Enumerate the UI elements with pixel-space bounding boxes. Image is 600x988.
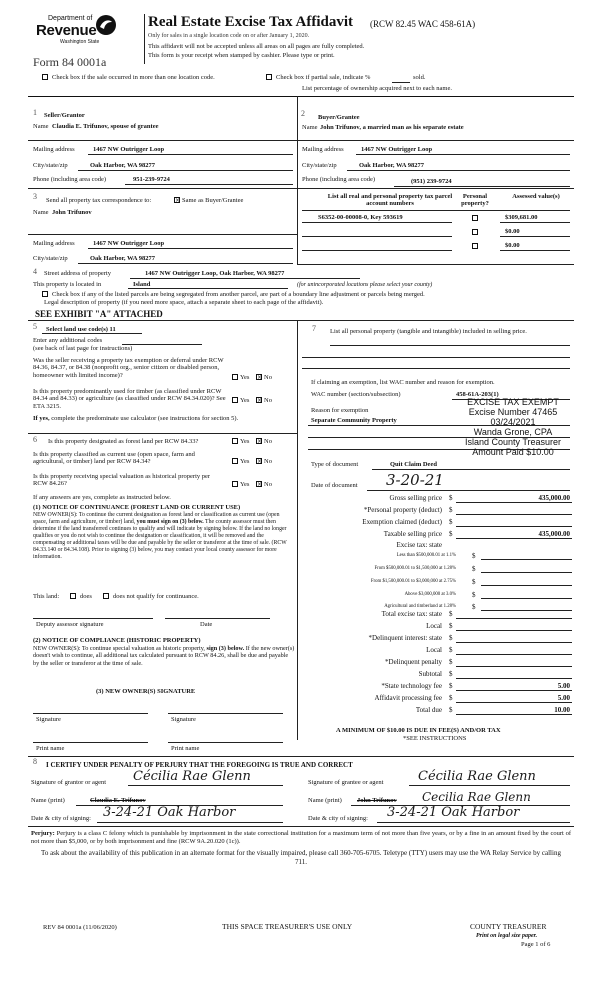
calc-row-value[interactable]: 435,000.00 [538,530,570,538]
rule [28,188,574,189]
tax-tier-field[interactable] [481,598,572,599]
calc-row-line [456,678,572,679]
minimum-due-note: A MINIMUM OF $10.00 IS DUE IN FEE(S) AND/OR TAX [336,727,501,734]
rule [297,264,574,265]
stamp-line: Excise Number 47465 [468,407,558,417]
personal-property-checkbox[interactable] [472,229,478,235]
dollar-sign: $ [449,634,453,642]
corr-mailing[interactable]: 1467 NW Outrigger Loop [93,240,165,247]
seller-phone[interactable]: 951-239-9724 [133,176,170,183]
compliance-title: (2) NOTICE OF COMPLIANCE (HISTORIC PROPERTY) [33,637,201,644]
rule [297,140,574,141]
stamp-line: 03/24/2021 [490,417,536,427]
dollar-sign: $ [472,591,476,599]
compliance-body [33,645,295,667]
calc-row-value[interactable]: 5.00 [557,682,570,690]
current-use-no-checkbox[interactable]: × [257,458,263,465]
header-note-3: This form is your receipt when stamped by cashier. Please type or print. [148,52,335,59]
calc-row-line [456,702,572,703]
print-name-label: Print name [171,745,200,752]
header-rule [28,96,574,97]
deputy-label: Deputy assessor signature [36,621,104,628]
timber-question: Is this property predominantly used for timber (as classified under RCW 84.34 and 84.33) or agriculture (as classified under RCW 84.34.020)? See ETA 3215. [33,388,226,410]
seller-name[interactable]: Claudia E. Trifunov, spouse of grantee [52,123,159,130]
legal-paper-note: Print on legal size paper. [476,933,538,939]
predominate-use-note [33,415,293,422]
seller-city[interactable]: Oak Harbor, WA 98277 [90,162,156,169]
forest-no-checkbox[interactable]: × [257,438,263,445]
rule [347,170,570,171]
sold-label: sold. [413,74,426,81]
calc-row-label: Total excise tax: state [381,610,442,618]
dollar-sign: $ [449,646,453,654]
revenue-logo-icon [95,14,117,36]
rule [130,278,360,279]
partial-sale-checkbox[interactable] [266,74,272,80]
no-label: No [264,458,272,465]
seller-phone-label: Phone (including area code) [33,176,107,183]
tax-tier-label: Above $3,000,000 at 3.0% [404,592,456,597]
no-label: No [264,397,272,404]
seller-mailing[interactable]: 1467 NW Outrigger Loop [93,146,165,153]
personal-header: Personal property? [461,193,489,208]
dollar-sign: $ [472,565,476,573]
deputy-date-line[interactable] [165,618,270,619]
calc-row-line [456,666,572,667]
same-as-buyer-checkbox[interactable]: × [175,197,181,204]
deputy-signature-line[interactable] [33,618,153,619]
grantor-print-name[interactable]: Claudia E. Trifunov [90,797,146,804]
compliance-text-a: NEW OWNER(S): To continue special valuation as historic property, [33,645,205,652]
corr-city-label: City/state/zip [33,255,68,262]
rule [409,785,570,786]
rule [28,140,297,141]
rule [377,822,570,823]
q1-yes-checkbox[interactable] [232,374,238,380]
rule [88,154,293,155]
yes-label: Yes [240,458,250,465]
see-instructions-note: *SEE INSTRUCTIONS [403,735,467,742]
does-not-qualify-checkbox[interactable] [103,593,109,599]
continuance-title: (1) NOTICE OF CONTINUANCE (FOREST LAND OR CURRENT USE) [33,504,241,511]
col-divider-top [297,96,298,264]
page-number: Page 1 of 6 [521,941,551,948]
does-not-label: does not qualify for continuance. [113,593,199,600]
calc-row-label: Local [426,622,442,630]
signature-label: Signature [171,716,196,723]
street-label: Street address of property [44,270,111,277]
legal-description[interactable]: SEE EXHIBIT "A" ATTACHED [35,309,163,319]
rule [500,236,570,237]
continuance-body [33,512,293,561]
if-yes-label: If yes, [33,415,50,422]
grantee-print-name[interactable]: John Trifunov [357,797,397,804]
yes-label: Yes [240,397,250,404]
current-use-question: Is this property classified as current use (open space, farm and agricultural, or timber) land per RCW 84.34? [33,451,195,466]
perjury-text: Perjury is a class C felony which is punishable by imprisonment in the state correctional institution for a maximum term of not more than five years, or by a fine in an amount fixed by the court of not more than $5,000, or by both imprisonment and fine (RCW 9A.20.020 (1c)). [31,830,572,846]
buyer-city-label: City/state/zip [302,162,337,169]
rule [78,170,293,171]
dollar-sign: $ [472,603,476,611]
parcel-number[interactable]: S6352-00-00008-0, Key 593619 [318,214,403,221]
calc-row-line [456,630,572,631]
buyer-city[interactable]: Oak Harbor, WA 98277 [359,162,425,169]
grantee-signature[interactable]: Cécilia Rae Glenn [418,769,536,784]
forest-yes-checkbox[interactable] [232,438,238,444]
dollar-sign: $ [449,694,453,702]
tax-tier-field[interactable] [481,572,572,573]
wac-number[interactable]: 458-61A-203(1) [456,391,499,398]
dollar-sign: $ [449,530,453,538]
compliance-text-b: If the new owner(s) doesn't wish to continue, all additional tax calculated pursuant to RCW 84.26, shall be due and payable by the seller or transferor at the time of sale. [33,645,295,667]
predominate-use-text: complete the predominate use calculator (see instructions for section 5). [51,415,239,422]
grantor-signature-label: Signature of grantor or agent [31,779,107,786]
treasurer-use-label: THIS SPACE TREASURER'S USE ONLY [222,922,353,931]
calc-row-value[interactable]: 5.00 [557,694,570,702]
yes-label: Yes [240,481,250,488]
partial-sale-label: Check box if partial sale, indicate % [276,74,371,81]
doc-date-label: Date of document [311,482,358,489]
calc-row-line [456,538,572,539]
perjury-label: Perjury: [31,830,55,837]
rule [28,756,574,757]
owner-print-line-2[interactable] [168,742,283,743]
exemption-question: Was the seller receiving a property tax exemption or deferral under RCW 84.36, 84.37, or 84.38 (nonprofit org., senior citizen or disabled person, homeowner with limited income)? [33,357,224,379]
form-title: Real Estate Excise Tax Affidavit [148,14,353,30]
section-2-number: 2 [301,109,305,118]
corr-city[interactable]: Oak Harbor, WA 98277 [90,255,156,262]
calc-row-label: *Delinquent penalty [385,658,442,666]
calc-row-label: Taxable selling price [383,530,442,538]
this-land-label: This land: [33,593,60,600]
dollar-sign: $ [449,518,453,526]
header-note-2: This affidavit will not be accepted unless all areas on all pages are fully completed. [148,43,365,50]
parcel-header: List all real and personal property tax parcel account numbers [327,193,453,208]
buyer-phone-label: Phone (including area code) [302,176,376,183]
grantee-print-label: Name (print) [308,797,342,804]
assessed-value[interactable]: $0.00 [505,228,520,235]
seller-mailing-label: Mailing address [33,146,75,153]
calc-row-label: Subtotal [418,670,442,678]
calc-row-line [456,642,572,643]
tax-tier-field[interactable] [481,585,572,586]
dollar-sign: $ [449,658,453,666]
calc-row-line [456,502,572,503]
certify-statement: I CERTIFY UNDER PENALTY OF PERJURY THAT THE FOREGOING IS TRUE AND CORRECT [46,761,353,769]
section-7-number: 7 [312,324,316,333]
calc-row-label: *Delinquent interest: state [368,634,442,642]
yes-label: Yes [240,374,250,381]
tax-tier-field[interactable] [481,559,572,560]
revision-number: REV 84 0001a (11/06/2020) [43,924,117,931]
stamp-line: EXCISE TAX EXEMPT [467,397,559,407]
grantee-date-label: Date & city of signing: [308,815,368,822]
doc-type-label: Type of document [311,461,359,468]
dollar-sign: $ [449,610,453,618]
buyer-heading: Buyer/Grantee [318,114,360,121]
land-use-code[interactable]: Select land use code(s) 11 [46,326,116,333]
dollar-sign: $ [449,706,453,714]
calc-row-value[interactable]: 435,000.00 [538,494,570,502]
dollar-sign: $ [449,682,453,690]
unincorporated-note: (for unincorporated locations please select your county) [297,282,433,288]
tax-tier-label: Less than $500,000.01 at 1.1% [396,553,456,558]
col-divider-mid [297,320,298,740]
rule [28,826,574,827]
section-1-number: 1 [33,108,37,117]
compliance-sign-note: sign (3) below. [206,645,245,652]
segregated-label: Check box if any of the listed parcels are being segregated from another parcel, are part of a boundary line adjustment or parcels being merged. [52,291,425,298]
rule [500,222,570,223]
segregated-checkbox[interactable] [42,291,48,297]
dollar-sign: $ [472,552,476,560]
continuance-text-a: NEW OWNER(S): To continue the current designation as forest land or classification as current use (open space, farm and agriculture, or timber) land, [33,512,280,525]
stamp-line: Wanda Grone, CPA [473,427,553,437]
grantee-date-city[interactable]: 3-24-21 Oak Harbor [387,805,520,820]
rule [372,469,570,470]
section-5-number: 5 [33,322,37,331]
does-qualify-checkbox[interactable] [70,593,76,599]
tax-tier-label: Agricultural and timberland at 1.28% [384,604,456,609]
reason-label: Reason for exemption [311,407,369,414]
corr-name[interactable]: John Trifunov [52,209,92,216]
logo-dept: Department of [48,15,93,22]
assessed-value[interactable]: $309,681.00 [505,214,538,221]
corr-mailing-label: Mailing address [33,240,75,247]
section-8-number: 8 [33,757,37,766]
calc-row-line [456,526,572,527]
rule [302,250,452,251]
grantor-date-label: Date & city of signing: [31,815,91,822]
rule [128,785,283,786]
rule [367,490,570,491]
logo-state: Washington State [60,39,100,45]
calc-row-line [456,514,572,515]
section-4-number: 4 [33,267,37,276]
rule [302,236,452,237]
stamp-line: Island County Treasurer [464,437,562,447]
rule [500,250,570,251]
grantee-signature-label: Signature of grantee or agent [308,779,384,786]
rule [28,234,297,235]
rule [97,822,283,823]
yes-label: Yes [240,438,250,445]
rule [88,248,293,249]
calc-row-label: *Personal property (deduct) [363,506,442,514]
q2-yes-checkbox[interactable] [232,397,238,403]
historic-question: Is this property receiving special valuation as historical property per RCW 84.26? [33,473,211,488]
calc-row-line [456,714,572,715]
rule [125,184,293,185]
grantor-signature[interactable]: Cécilia Rae Glenn [133,769,251,784]
doc-date[interactable]: 3-20-21 [386,471,444,489]
header-divider [144,14,145,64]
perjury-statement [31,830,571,847]
assessed-value[interactable]: $0.00 [505,242,520,249]
personal-property-checkbox[interactable] [472,215,478,221]
calc-row-label: Excise tax: state [396,541,442,549]
rule [78,263,293,264]
buyer-mailing[interactable]: 1467 NW Outrigger Loop [361,146,433,153]
additional-codes-label: Enter any additional codes [33,337,103,344]
rule [302,210,570,211]
section-3-number: 3 [33,192,37,201]
assessed-header: Assessed value(s) [512,193,560,200]
tax-tier-label: From $1,500,000.01 to $3,000,000 at 2.75% [370,579,456,584]
stamp-line: Amount Paid $10.00 [472,447,554,457]
historic-yes-checkbox[interactable] [232,481,238,487]
personal-property-line-2[interactable] [302,357,570,358]
personal-property-label: List all personal property (tangible and intangible) included in selling price. [330,328,527,335]
buyer-mailing-label: Mailing address [302,146,344,153]
correspondence-label: Send all property tax correspondence to: [46,197,152,204]
buyer-phone[interactable]: (951) 239-9724 [411,178,452,185]
tax-tier-label: From $500,000.01 to $1,500,000 at 1.28% [374,566,456,571]
rule [28,320,574,321]
calc-row-label: Affidavit processing fee [374,694,442,702]
located-county[interactable]: Island [133,281,151,288]
claiming-exemption-label: If claiming an exemption, list WAC number and reason for exemption. [311,379,495,386]
grantor-date-city[interactable]: 3-24-21 Oak Harbor [103,805,236,820]
historic-no-checkbox[interactable]: × [257,481,263,488]
calc-row-line [456,690,572,691]
calc-row-line [456,618,572,619]
list-pct-label: List percentage of ownership acquired next to each name. [302,85,452,92]
partial-pct-field[interactable] [392,82,410,83]
dollar-sign: $ [472,578,476,586]
wac-label: WAC number (section/subsection) [311,391,401,398]
q1-no-checkbox[interactable]: × [257,374,263,381]
q2-no-checkbox[interactable]: × [257,397,263,404]
rule [28,433,297,434]
signature-label: Signature [36,716,61,723]
calc-row-label: Exemption claimed (deduct) [362,518,442,526]
new-owner-signature-title: (3) NEW OWNER(S) SIGNATURE [96,688,196,695]
personal-property-line-3[interactable] [302,368,570,369]
seller-city-label: City/state/zip [33,162,68,169]
no-label: No [264,438,272,445]
rule [42,333,142,334]
dollar-sign: $ [449,494,453,502]
legal-description-label: Legal description of property (if you need more space, attach a separate sheet to each page of the affidavit). [44,299,324,306]
corr-name-label: Name [33,209,49,216]
does-label: does [80,593,92,600]
current-use-yes-checkbox[interactable] [232,458,238,464]
owner-signature-line-2[interactable] [168,713,283,714]
no-label: No [264,374,272,381]
if-any-note: If any answers are yes, complete as instructed below. [33,494,171,501]
dollar-sign: $ [449,622,453,630]
dollar-sign: $ [449,670,453,678]
calc-row-value[interactable]: 10.00 [554,706,570,714]
additional-codes-field[interactable] [122,344,202,345]
header-note-1: Only for sales in a single location code on or after January 1, 2020. [148,33,310,39]
grantor-print-label: Name (print) [31,797,65,804]
rule [394,186,570,187]
calc-row-label: Local [426,646,442,654]
located-label: This property is located in [33,281,102,288]
seller-name-label: Name [33,123,49,130]
continuance-sign-note: you must sign on (3) below. [136,518,204,525]
grantee-print-handwritten[interactable]: Cecilia Rae Glenn [422,790,531,804]
continuance-text-b: The county assessor must then determine if the land transferred continues to qualify and will indicate by signing below. If the land no longer qualifies or you do not wish to continue the designation or classification, it will be removed and the compensating or additional taxes will be due and payable by the seller or transferor at the time of sale. (RCW 84.33.140 or 84.34.108). Prior to signing (3) below, you may contact your local county assessor for more information. [33,518,287,560]
owner-signature-line-1[interactable] [33,713,148,714]
county-treasurer-label: COUNTY TREASURER [470,922,547,931]
same-as-buyer-label: Same as Buyer/Grantee [182,197,244,204]
doc-type[interactable]: Quit Claim Deed [390,461,437,468]
rule [302,222,452,223]
exemption-reason[interactable]: Separate Community Property [311,417,397,424]
rule [356,154,570,155]
logo-agency: Revenue [36,22,97,39]
deputy-date-label: Date [200,621,213,628]
calc-row-label: Gross selling price [389,494,442,502]
calc-row-label: *State technology fee [381,682,442,690]
accessibility-note: To ask about the availability of this publication in an alternate format for the visually impaired, please call 360-705-6705. Teletype (TTY) users may use the WA Relay Service by calling 711. [41,849,561,867]
forest-question: Is this property designated as forest land per RCW 84.33? [48,438,199,445]
multi-location-checkbox[interactable] [42,74,48,80]
multi-location-label: Check box if the sale occurred in more than one location code. [52,74,215,81]
print-name-label: Print name [36,745,65,752]
dollar-sign: $ [449,506,453,514]
buyer-name[interactable]: John Trifunov, a married man as his separate estate [320,124,464,131]
calc-row-line [456,654,572,655]
personal-property-checkbox[interactable] [472,243,478,249]
rule [128,288,288,289]
street-address[interactable]: 1467 NW Outrigger Loop, Oak Harbor, WA 98277 [145,270,285,277]
form-statute: (RCW 82.45 WAC 458-61A) [370,19,476,29]
form-number: Form 84 0001a [33,55,107,69]
calc-row-label: Total due [415,706,442,714]
tax-tier-field[interactable] [481,610,572,611]
buyer-name-label: Name [302,124,318,131]
see-back-note: (see back of last page for instructions) [33,345,133,352]
no-label: No [264,481,272,488]
section-6-number: 6 [33,435,37,444]
owner-print-line-1[interactable] [33,742,148,743]
personal-property-line-1[interactable] [330,345,570,346]
seller-heading: Seller/Grantor [44,112,85,119]
